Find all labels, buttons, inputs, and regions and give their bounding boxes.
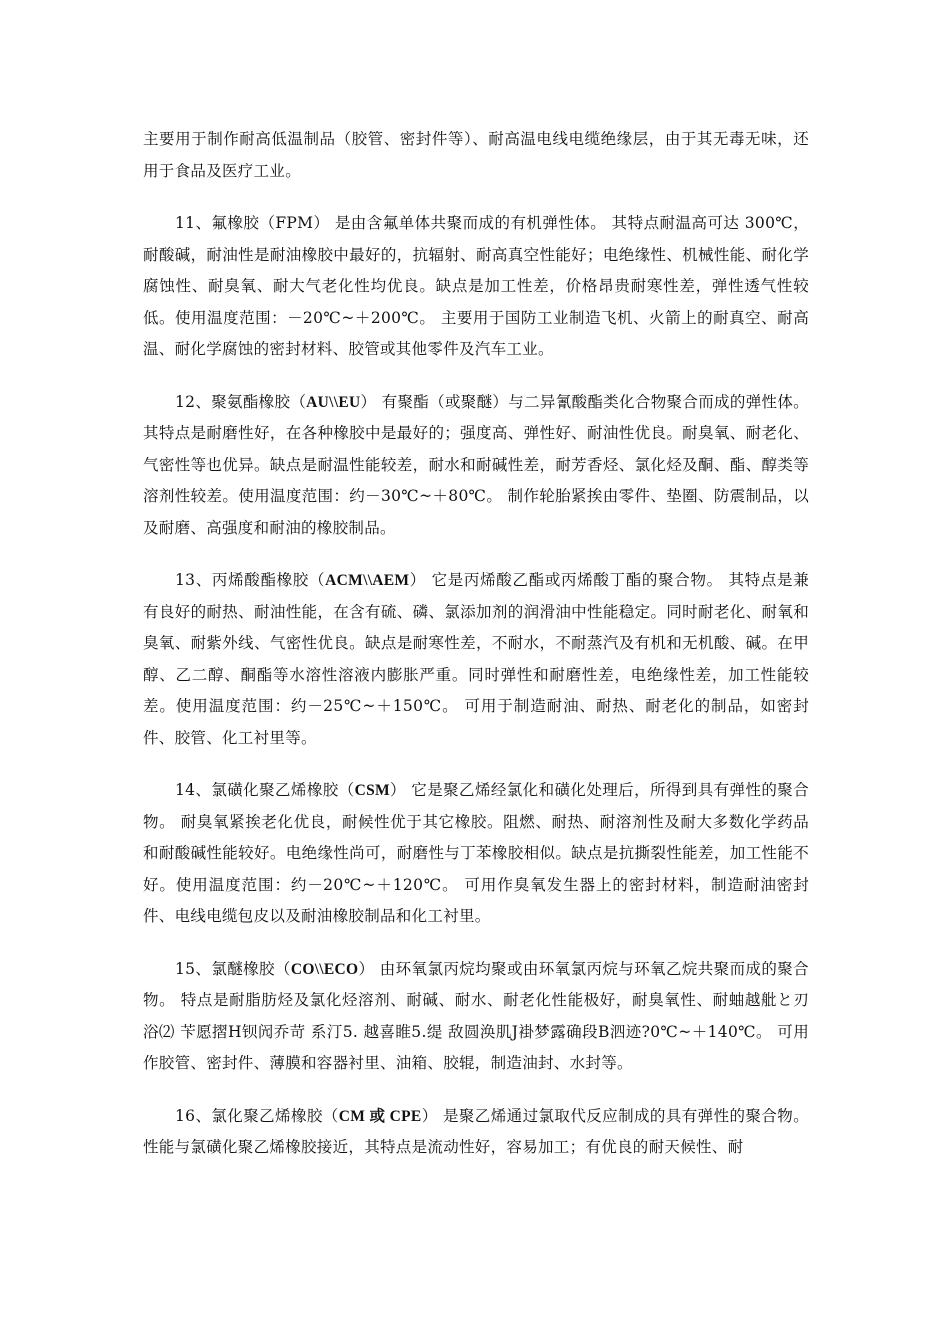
paragraph-epichlorohydrin-rubber bbox=[143, 954, 809, 1080]
item-name: 丙烯酸酯橡胶（ bbox=[211, 571, 326, 589]
paragraph-body: 是由含氟单体共聚而成的有机弹性体。 其特点耐温高可达 300℃，耐酸碱，耐油性是耐油橡胶中最好的，抗辐射、耐高真空性能好；电绝缘性、机械性能、耐化学腐蚀性、耐臭氧、耐大气老化性均优良。缺点是加工性差，价格昂贵耐寒性差，弹性透气性较低。使用温度范围：－20℃~＋200℃。 主要用于国防工业制造飞机、火箭上的耐真空、耐高温、耐化学腐蚀的密封材料、胶管或其他零件及汽车工业。 bbox=[143, 214, 810, 358]
item-name: 聚氨酯橡胶（ bbox=[211, 392, 307, 411]
item-code: FPM bbox=[275, 214, 314, 232]
item-code-close: ） bbox=[313, 214, 330, 232]
item-number: 13、 bbox=[175, 571, 212, 589]
item-code: AU\\EU bbox=[306, 393, 361, 411]
paragraph-csm-rubber bbox=[143, 775, 809, 933]
item-number: 15、 bbox=[175, 959, 212, 978]
item-number: 12、 bbox=[175, 392, 212, 411]
item-name: 氯化聚乙烯橡胶（ bbox=[211, 1106, 339, 1125]
item-code: CM 或 CPE bbox=[338, 1107, 422, 1125]
paragraph-body: 由环氧氯丙烷均聚或由环氧氯丙烷与环氧乙烷共聚而成的聚合物。 特点是耐脂肪烃及氯化烃溶剂、耐碱、耐水、耐老化性能极好，耐臭氧性、耐蚰越舭と刃浴⑵ 苄愿摺H钡闶乔苛 系汀5. 越喜睢5.缇 敌圆涣肌J褂梦露确段B泗迹?0℃~＋140℃。 可用作胶管、密封件、薄膜和容器衬里、油箱、胶辊，制造油封、水封等。 bbox=[143, 959, 809, 1072]
item-name: 氯醚橡胶（ bbox=[211, 959, 291, 978]
item-code-close: ） bbox=[360, 392, 377, 411]
paragraph-body: 它是丙烯酸乙酯或丙烯酸丁酯的聚合物。 其特点是兼有良好的耐热、耐油性能，在含有硫、磷、氯添加剂的润滑油中性能稳定。同时耐老化、耐氧和臭氧、耐紫外线、气密性优良。缺点是耐寒性差，不耐水，不耐蒸汽及有机和无机酸、碱。在甲醇、乙二醇、酮酯等水溶性溶液内膨胀严重。同时弹性和耐磨性差，电绝缘性差，加工性能较差。使用温度范围：约－25℃~＋150℃。 可用于制造耐油、耐热、耐老化的制品，如密封件、胶管、化工衬里等。 bbox=[143, 571, 809, 747]
item-number: 14、 bbox=[175, 781, 212, 799]
item-code-close: ） bbox=[421, 1106, 438, 1125]
item-code-close: ） bbox=[409, 571, 426, 589]
item-code-close: ） bbox=[389, 781, 406, 799]
paragraph-acrylate-rubber bbox=[143, 565, 809, 754]
paragraph-fluororubber bbox=[143, 208, 809, 366]
item-code: CO\\ECO bbox=[290, 960, 359, 978]
paragraph-chlorinated-pe-rubber bbox=[143, 1101, 809, 1164]
paragraph-body: 有聚酯（或聚醚）与二异氰酸酯类化合物聚合而成的弹性体。其特点是耐磨性好，在各种橡胶中是最好的；强度高、弹性好、耐油性优良。耐臭氧、耐老化、气密性等也优异。缺点是耐温性能较差，耐水和耐碱性差，耐芳香烃、氯化烃及酮、酯、醇类等溶剂性较差。使用温度范围：约－30℃~＋80℃。 制作轮胎紧挨由零件、垫圈、防震制品，以及耐磨、高强度和耐油的橡胶制品。 bbox=[143, 392, 809, 537]
document-page bbox=[143, 124, 809, 1185]
item-name: 氯磺化聚乙烯橡胶（ bbox=[211, 781, 355, 799]
item-name: 氟橡胶（ bbox=[211, 214, 276, 232]
paragraph-body: 主要用于制作耐高低温制品（胶管、密封件等）、耐高温电线电缆绝缘层，由于其无毒无味，还用于食品及医疗工业。 bbox=[143, 130, 809, 180]
paragraph-polyurethane-rubber bbox=[143, 387, 809, 545]
item-number: 16、 bbox=[175, 1106, 212, 1125]
paragraph-continuation bbox=[143, 124, 809, 187]
paragraph-body: 它是聚乙烯经氯化和磺化处理后，所得到具有弹性的聚合物。 耐臭氧紧挨老化优良，耐候性优于其它橡胶。阻燃、耐热、耐溶剂性及耐大多数化学药品和耐酸碱性能较好。电绝缘性尚可，耐磨性与丁苯橡胶相似。缺点是抗撕裂性能差，加工性能不好。使用温度范围：约－20℃~＋120℃。 可用作臭氧发生器上的密封材料，制造耐油密封件、电线电缆包皮以及耐油橡胶制品和化工衬里。 bbox=[143, 781, 809, 925]
paragraph-body: 是聚乙烯通过氯取代反应制成的具有弹性的聚合物。性能与氯磺化聚乙烯橡胶接近，其特点是流动性好，容易加工；有优良的耐天候性、耐 bbox=[143, 1106, 809, 1156]
item-code: ACM\\AEM bbox=[325, 572, 410, 589]
item-code-close: ） bbox=[358, 959, 375, 978]
item-number: 11、 bbox=[175, 214, 212, 232]
item-code: CSM bbox=[354, 782, 390, 799]
